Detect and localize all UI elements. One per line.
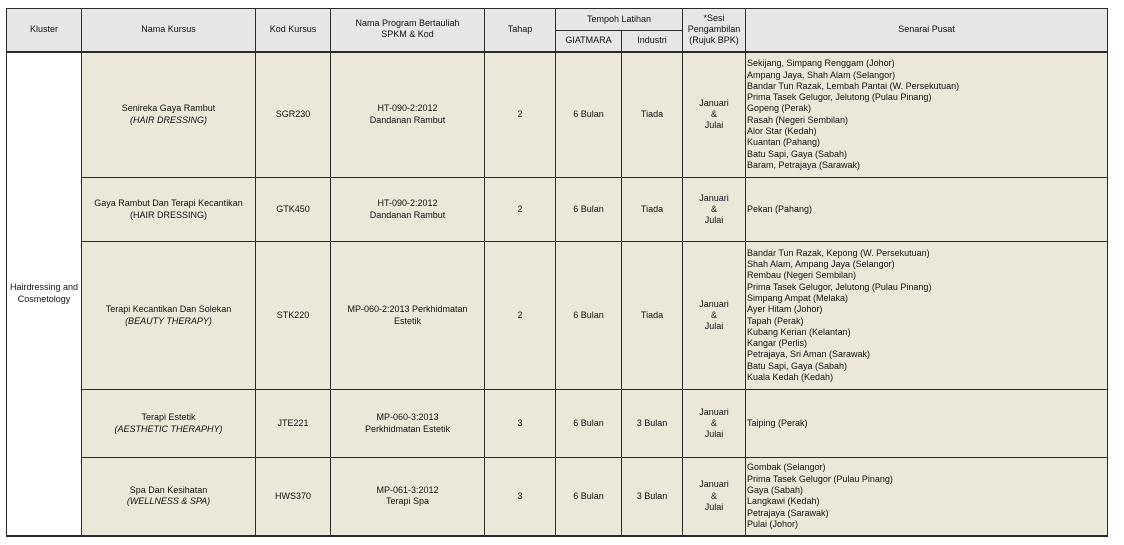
- program-code: HT-090-2:2012: [377, 103, 438, 114]
- nama-kursus-cell: [82, 242, 256, 390]
- pusat-item: Gaya (Sabah): [747, 484, 804, 495]
- course-name-en: (AESTHETIC THERAPHY): [114, 423, 223, 434]
- industri-value: 3 Bulan: [622, 390, 683, 458]
- sesi-cell: [683, 52, 746, 178]
- pusat-item: Gombak (Selangor): [747, 462, 826, 473]
- course-code: HWS370: [256, 458, 331, 536]
- course-name-en: (HAIR DRESSING): [129, 209, 207, 220]
- sesi-line: &: [710, 309, 717, 320]
- nama-kursus-cell: [82, 458, 256, 536]
- pusat-item: Batu Sapi, Gaya (Sabah): [747, 360, 848, 371]
- course-name: Terapi Estetik: [141, 412, 196, 423]
- course-name-en: (HAIR DRESSING): [129, 114, 207, 125]
- sesi-line: Julai: [704, 429, 724, 440]
- sesi-cell: [683, 390, 746, 458]
- sesi-cell: [683, 242, 746, 390]
- pusat-item: Prima Tasek Gelugor, Jelutong (Pulau Pinang): [747, 281, 932, 292]
- sesi-line: Julai: [704, 215, 724, 226]
- nama-kursus-cell: [82, 52, 256, 178]
- pusat-item: Bandar Tun Razak, Lembah Pantai (W. Persekutuan): [747, 80, 960, 91]
- header-senarai-pusat: Senarai Pusat: [746, 9, 1108, 52]
- pusat-item: Shah Alam, Ampang Jaya (Selangor): [747, 259, 895, 270]
- course-table: [6, 8, 1108, 537]
- program-code: MP-060-2:2013 Perkhidmatan: [347, 304, 468, 315]
- table-row: [7, 52, 1108, 178]
- industri-value: Tiada: [622, 242, 683, 390]
- program-name: Dandanan Rambut: [369, 209, 446, 220]
- pusat-item: Kangar (Perlis): [747, 338, 808, 349]
- program-cell: [331, 390, 485, 458]
- program-name: Terapi Spa: [385, 496, 430, 507]
- program-name: Estetik: [393, 315, 421, 326]
- program-code: MP-060-3:2013: [376, 412, 439, 423]
- pusat-item: Gopeng (Perak): [747, 103, 812, 114]
- pusat-item: Langkawi (Kedah): [747, 496, 820, 507]
- sesi-line: Julai: [704, 321, 724, 332]
- table-row: [7, 178, 1108, 242]
- tahap-value: 2: [485, 178, 556, 242]
- nama-kursus-cell: [82, 390, 256, 458]
- industri-value: 3 Bulan: [622, 458, 683, 536]
- sesi-line: Januari: [699, 97, 729, 108]
- pusat-item: Alor Star (Kedah): [747, 126, 817, 137]
- header-sesi-line-1: *Sesi: [703, 12, 725, 23]
- sesi-line: Januari: [699, 406, 729, 417]
- senarai-pusat-cell: [746, 458, 1108, 536]
- table-row: [7, 242, 1108, 390]
- pusat-item: Baram, Petrajaya (Sarawak): [747, 159, 861, 170]
- header-nama-program-text: Nama Program Bertauliah SPKM & Kod: [355, 18, 460, 40]
- industri-value: Tiada: [622, 178, 683, 242]
- kluster-line-2: Cosmetology: [17, 293, 71, 304]
- tahap-value: 3: [485, 458, 556, 536]
- course-code: JTE221: [256, 390, 331, 458]
- pusat-item: Batu Sapi, Gaya (Sabah): [747, 148, 848, 159]
- course-name: Senireka Gaya Rambut: [121, 103, 216, 114]
- course-code: SGR230: [256, 52, 331, 178]
- program-name: Perkhidmatan Estetik: [364, 423, 451, 434]
- senarai-pusat-cell: [746, 178, 1108, 242]
- pusat-item: Petrajaya (Sarawak): [747, 507, 829, 518]
- sesi-line: &: [710, 490, 717, 501]
- pusat-item: Kubang Kerian (Kelantan): [747, 326, 851, 337]
- giatmara-value: 6 Bulan: [556, 458, 622, 536]
- giatmara-value: 6 Bulan: [556, 52, 622, 178]
- pusat-item: Kuantan (Pahang): [747, 137, 821, 148]
- senarai-pusat-cell: [746, 52, 1108, 178]
- giatmara-value: 6 Bulan: [556, 178, 622, 242]
- giatmara-value: 6 Bulan: [556, 390, 622, 458]
- course-name-en: (BEAUTY THERAPY): [125, 315, 212, 326]
- course-name: Gaya Rambut Dan Terapi Kecantikan: [94, 198, 243, 209]
- sesi-line: Januari: [699, 298, 729, 309]
- sesi-line: Julai: [704, 120, 724, 131]
- sesi-line: Julai: [704, 501, 724, 512]
- pusat-item: Pulai (Johor): [747, 518, 799, 529]
- pusat-item: Taiping (Perak): [747, 417, 808, 428]
- sesi-cell: [683, 178, 746, 242]
- table-row: [7, 390, 1108, 458]
- sesi-line: &: [710, 203, 717, 214]
- program-name: Dandanan Rambut: [369, 114, 446, 125]
- program-cell: [331, 242, 485, 390]
- tahap-value: 3: [485, 390, 556, 458]
- kluster-cell: [7, 52, 82, 536]
- sesi-line: &: [710, 109, 717, 120]
- pusat-item: Kuala Kedah (Kedah): [747, 371, 834, 382]
- header-sesi-pengambilan: [683, 9, 746, 52]
- pusat-item: Prima Tasek Gelugor (Pulau Pinang): [747, 473, 893, 484]
- tahap-value: 2: [485, 52, 556, 178]
- header-kod-kursus: Kod Kursus: [256, 9, 331, 52]
- sesi-cell: [683, 458, 746, 536]
- pusat-item: Tapah (Perak): [747, 315, 804, 326]
- header-nama-program: [331, 9, 485, 52]
- table-row: [7, 458, 1108, 536]
- pusat-item: Sekijang, Simpang Renggam (Johor): [747, 58, 895, 69]
- program-cell: [331, 178, 485, 242]
- pusat-item: Rembau (Negeri Sembilan): [747, 270, 857, 281]
- program-code: MP-061-3:2012: [376, 484, 439, 495]
- pusat-item: Pekan (Pahang): [747, 203, 813, 214]
- sesi-line: Januari: [699, 479, 729, 490]
- sesi-line: &: [710, 417, 717, 428]
- program-cell: [331, 458, 485, 536]
- pusat-item: Ayer Hitam (Johor): [747, 304, 823, 315]
- header-nama-kursus: Nama Kursus: [82, 9, 256, 52]
- pusat-item: Bandar Tun Razak, Kepong (W. Persekutuan): [747, 247, 930, 258]
- pusat-item: Prima Tasek Gelugor, Jelutong (Pulau Pinang): [747, 92, 932, 103]
- pusat-item: Rasah (Negeri Sembilan): [747, 114, 849, 125]
- tahap-value: 2: [485, 242, 556, 390]
- header-tahap: Tahap: [485, 9, 556, 52]
- header-industri: Industri: [622, 31, 683, 52]
- course-code: GTK450: [256, 178, 331, 242]
- header-tempoh-latihan: Tempoh Latihan: [556, 9, 683, 31]
- header-kluster: Kluster: [7, 9, 82, 52]
- pusat-item: Ampang Jaya, Shah Alam (Selangor): [747, 69, 896, 80]
- kluster-line-1: Hairdressing and: [9, 282, 79, 293]
- program-code: HT-090-2:2012: [377, 198, 438, 209]
- nama-kursus-cell: [82, 178, 256, 242]
- course-name: Spa Dan Kesihatan: [129, 484, 208, 495]
- header-sesi-line-2: Pengambilan: [687, 24, 741, 35]
- course-name-en: (WELLNESS & SPA): [126, 496, 211, 507]
- header-giatmara: GIATMARA: [556, 31, 622, 52]
- course-table-container: [6, 8, 1108, 537]
- pusat-item: Simpang Ampat (Melaka): [747, 292, 849, 303]
- sesi-line: Januari: [699, 192, 729, 203]
- giatmara-value: 6 Bulan: [556, 242, 622, 390]
- senarai-pusat-cell: [746, 390, 1108, 458]
- industri-value: Tiada: [622, 52, 683, 178]
- pusat-item: Petrajaya, Sri Aman (Sarawak): [747, 349, 871, 360]
- header-sesi-line-3: (Rujuk BPK): [689, 35, 739, 46]
- course-code: STK220: [256, 242, 331, 390]
- senarai-pusat-cell: [746, 242, 1108, 390]
- program-cell: [331, 52, 485, 178]
- course-name: Terapi Kecantikan Dan Solekan: [105, 304, 232, 315]
